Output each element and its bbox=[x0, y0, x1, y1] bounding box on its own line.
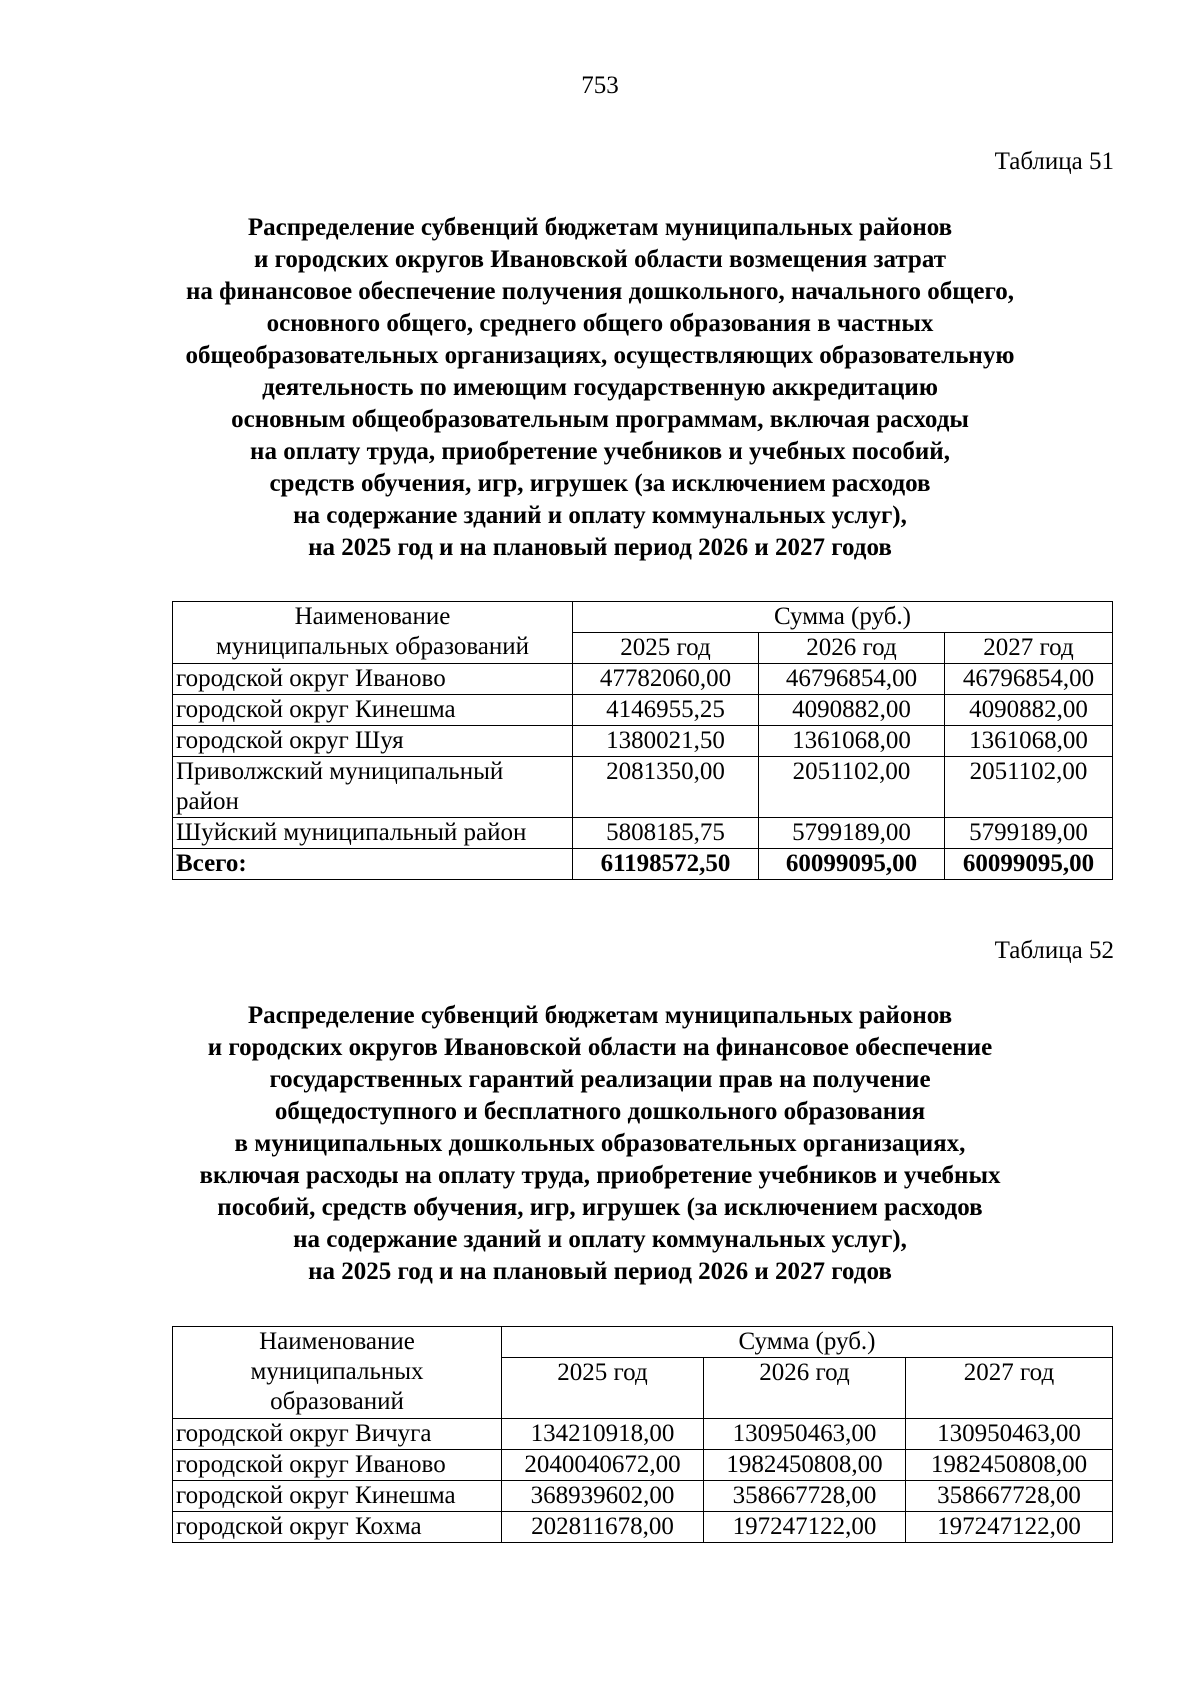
header-name-line: Наименование bbox=[294, 603, 451, 630]
cell-value: 5808185,75 bbox=[573, 818, 759, 849]
title-line: включая расходы на оплату труда, приобретение учебников и учебных bbox=[199, 1162, 1001, 1189]
title-line: на 2025 год и на плановый период 2026 и 2027 годов bbox=[308, 534, 892, 561]
cell-value: 197247122,00 bbox=[906, 1512, 1113, 1543]
table-row bbox=[173, 1450, 1113, 1481]
table-row bbox=[173, 757, 1113, 818]
cell-value: 1982450808,00 bbox=[704, 1450, 906, 1481]
cell-name: городской округ Шуя bbox=[173, 726, 573, 757]
cell-value: 2051102,00 bbox=[759, 757, 945, 818]
header-name-line: Наименование bbox=[259, 1328, 415, 1355]
title-line: деятельность по имеющим государственную аккредитацию bbox=[262, 374, 938, 401]
table-52-title bbox=[150, 1000, 1050, 1288]
title-line: и городских округов Ивановской области на финансовое обеспечение bbox=[207, 1034, 993, 1061]
title-line: в муниципальных дошкольных образовательных организациях, bbox=[234, 1130, 966, 1157]
cell-value: 1361068,00 bbox=[945, 726, 1113, 757]
cell-value: 47782060,00 bbox=[573, 664, 759, 695]
header-sum: Сумма (руб.) bbox=[502, 1327, 1113, 1358]
cell-value: 134210918,00 bbox=[502, 1419, 704, 1450]
table-52-label: Таблица 52 bbox=[994, 937, 1114, 964]
title-line: средств обучения, игр, игрушек (за исключением расходов bbox=[269, 470, 931, 497]
cell-value: 197247122,00 bbox=[704, 1512, 906, 1543]
table-51-title bbox=[150, 212, 1050, 564]
title-line: и городских округов Ивановской области возмещения затрат bbox=[254, 246, 946, 273]
cell-value: 358667728,00 bbox=[704, 1481, 906, 1512]
cell-value: 5799189,00 bbox=[759, 818, 945, 849]
cell-value: 2040040672,00 bbox=[502, 1450, 704, 1481]
cell-total-label: Всего: bbox=[173, 849, 573, 880]
table-row bbox=[173, 1481, 1113, 1512]
cell-name: Шуйский муниципальный район bbox=[173, 818, 573, 849]
title-line: Распределение субвенций бюджетам муниципальных районов bbox=[247, 214, 953, 241]
header-name bbox=[173, 1327, 502, 1419]
table-52 bbox=[172, 1326, 1113, 1543]
title-line: на финансовое обеспечение получения дошкольного, начального общего, bbox=[185, 278, 1014, 305]
table-header-row bbox=[173, 602, 1113, 633]
title-line: на содержание зданий и оплату коммунальных услуг), bbox=[293, 1226, 907, 1253]
header-name-line: образований bbox=[270, 1388, 404, 1415]
cell-value: 1982450808,00 bbox=[906, 1450, 1113, 1481]
cell-name: городской округ Вичуга bbox=[173, 1419, 502, 1450]
title-line: пособий, средств обучения, игр, игрушек (за исключением расходов bbox=[217, 1194, 983, 1221]
cell-value: 4146955,25 bbox=[573, 695, 759, 726]
cell-name: городской округ Иваново bbox=[173, 664, 573, 695]
cell-value: 130950463,00 bbox=[704, 1419, 906, 1450]
table-total-row bbox=[173, 849, 1113, 880]
cell-total-value: 61198572,50 bbox=[573, 849, 759, 880]
title-line: на содержание зданий и оплату коммунальных услуг), bbox=[293, 502, 907, 529]
header-year: 2026 год bbox=[759, 633, 945, 664]
cell-value: 1361068,00 bbox=[759, 726, 945, 757]
title-line: основным общеобразовательным программам, включая расходы bbox=[231, 406, 969, 433]
cell-value: 2081350,00 bbox=[573, 757, 759, 818]
title-line: Распределение субвенций бюджетам муниципальных районов bbox=[247, 1002, 953, 1029]
title-line: на 2025 год и на плановый период 2026 и 2027 годов bbox=[308, 1258, 892, 1285]
header-name-line: муниципальных образований bbox=[215, 633, 530, 660]
title-line: основного общего, среднего общего образования в частных bbox=[266, 310, 934, 337]
cell-value: 46796854,00 bbox=[759, 664, 945, 695]
cell-name: городской округ Кинешма bbox=[173, 695, 573, 726]
cell-value: 4090882,00 bbox=[945, 695, 1113, 726]
header-sum: Сумма (руб.) bbox=[573, 602, 1113, 633]
cell-name: городской округ Иваново bbox=[173, 1450, 502, 1481]
title-line: общедоступного и бесплатного дошкольного образования bbox=[274, 1098, 926, 1125]
table-51 bbox=[172, 601, 1113, 880]
header-year: 2025 год bbox=[573, 633, 759, 664]
cell-name: городской округ Кинешма bbox=[173, 1481, 502, 1512]
table-row bbox=[173, 664, 1113, 695]
table-row bbox=[173, 695, 1113, 726]
table-row bbox=[173, 818, 1113, 849]
cell-value: 4090882,00 bbox=[759, 695, 945, 726]
header-year: 2027 год bbox=[906, 1358, 1113, 1419]
cell-value: 368939602,00 bbox=[502, 1481, 704, 1512]
cell-value: 5799189,00 bbox=[945, 818, 1113, 849]
table-51-label: Таблица 51 bbox=[994, 148, 1114, 175]
cell-value: 358667728,00 bbox=[906, 1481, 1113, 1512]
table-row bbox=[173, 1512, 1113, 1543]
cell-total-value: 60099095,00 bbox=[945, 849, 1113, 880]
cell-value: 1380021,50 bbox=[573, 726, 759, 757]
header-year: 2027 год bbox=[945, 633, 1113, 664]
title-line: на оплату труда, приобретение учебников и учебных пособий, bbox=[250, 438, 950, 465]
cell-name: городской округ Кохма bbox=[173, 1512, 502, 1543]
header-name bbox=[173, 602, 573, 664]
cell-name: Приволжский муниципальный район bbox=[173, 757, 573, 818]
header-year: 2026 год bbox=[704, 1358, 906, 1419]
header-year: 2025 год bbox=[502, 1358, 704, 1419]
cell-total-value: 60099095,00 bbox=[759, 849, 945, 880]
table-header-row bbox=[173, 1327, 1113, 1358]
title-line: общеобразовательных организациях, осуществляющих образовательную bbox=[185, 342, 1015, 369]
page-number: 753 bbox=[581, 72, 619, 99]
cell-value: 202811678,00 bbox=[502, 1512, 704, 1543]
cell-value: 46796854,00 bbox=[945, 664, 1113, 695]
table-row bbox=[173, 1419, 1113, 1450]
title-line: государственных гарантий реализации прав на получение bbox=[269, 1066, 931, 1093]
cell-value: 2051102,00 bbox=[945, 757, 1113, 818]
header-name-line: муниципальных bbox=[250, 1358, 424, 1385]
table-row bbox=[173, 726, 1113, 757]
cell-value: 130950463,00 bbox=[906, 1419, 1113, 1450]
